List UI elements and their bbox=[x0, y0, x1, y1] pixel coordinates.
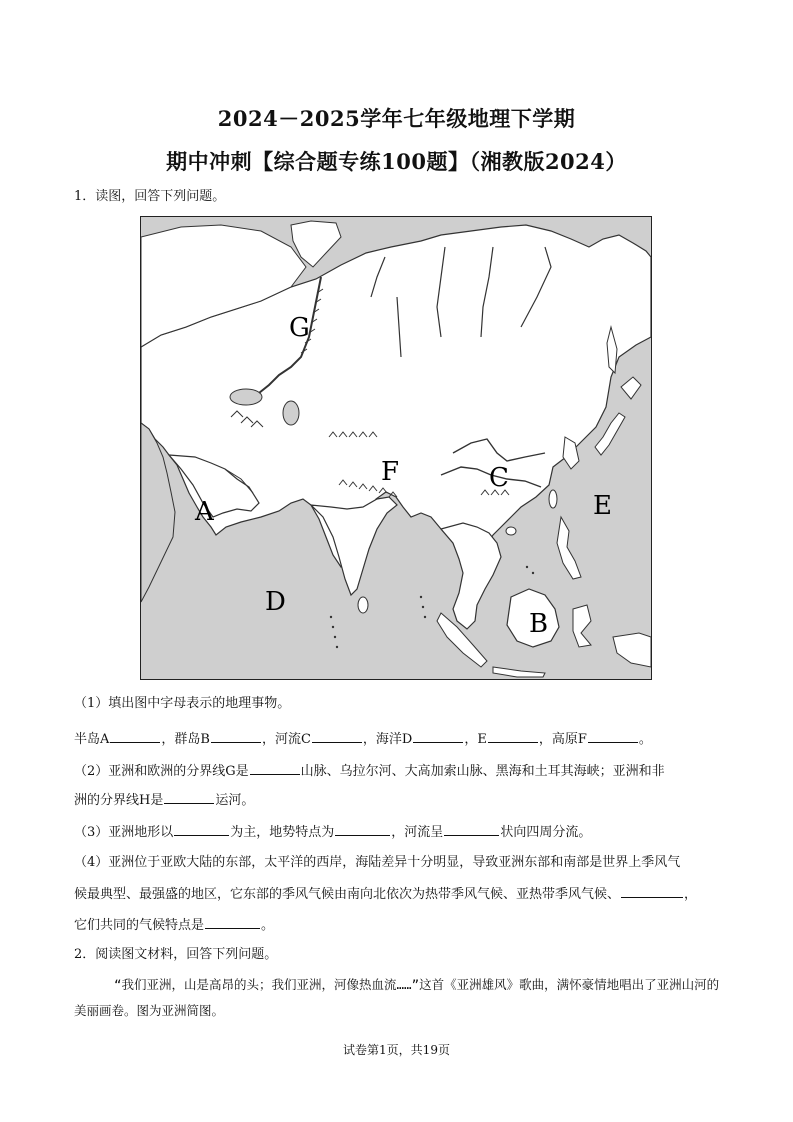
answer-blank-ocean-d[interactable] bbox=[413, 729, 463, 743]
q1-part1-text-a: 半岛A bbox=[74, 732, 110, 747]
map-label-f: F bbox=[381, 457, 400, 487]
answer-blank-plateau-f[interactable] bbox=[588, 729, 638, 743]
q1-part3-text-b: 为主，地势特点为 bbox=[230, 825, 335, 840]
q1-part4-text-d: 。 bbox=[261, 918, 275, 933]
q1-part1-text-e: ，E bbox=[464, 732, 487, 747]
map-label-b: B bbox=[529, 609, 549, 639]
q1-part2-text-b: 山脉、乌拉尔河、大高加索山脉、黑海和土耳其海峡；亚洲和非 bbox=[300, 764, 665, 779]
q1-part4-text-b: ， bbox=[684, 887, 698, 902]
q1-part4-text-c: 它们共同的气候特点是 bbox=[74, 918, 205, 933]
q1-part1-intro: （1）填出图中字母表示的地理事物。 bbox=[74, 696, 291, 711]
answer-blank-climate[interactable] bbox=[621, 884, 683, 898]
q1-part4-text-a: 候最典型、最强盛的地区，它东部的季风气候由南向北依次为热带季风气候、亚热带季风气候、 bbox=[74, 887, 621, 902]
title-line-1: 2024－2025学年七年级地理下学期 bbox=[217, 106, 576, 131]
map-label-d: D bbox=[265, 587, 286, 617]
answer-blank-climate-feature[interactable] bbox=[205, 915, 260, 929]
q1-part1-text-b: ，群岛B bbox=[161, 732, 210, 747]
map-label-a: A bbox=[195, 497, 214, 527]
q1-part4-line3 bbox=[74, 915, 274, 935]
answer-blank-peninsula-a[interactable] bbox=[110, 729, 160, 743]
answer-blank-river-pattern[interactable] bbox=[444, 822, 499, 836]
caspian-sea bbox=[283, 401, 299, 425]
question-2-stem: 2．阅读图文材料，回答下列问题。 bbox=[74, 947, 278, 962]
asia-map bbox=[140, 216, 652, 680]
q1-part4-line2 bbox=[74, 884, 697, 904]
question-2-passage: “我们亚洲，山是高昂的头；我们亚洲，河像热血流……”这首《亚洲雄风》歌曲，满怀豪情地唱出了亚洲山河的美丽画卷。图为亚洲简图。 bbox=[74, 977, 720, 1018]
q1-part1-text-c: ，河流C bbox=[261, 732, 311, 747]
q1-part4-line1: （4）亚洲位于亚欧大陆的东部，太平洋的西岸，海陆差异十分明显，导致亚洲东部和南部是世界上季风气 bbox=[74, 855, 681, 870]
asia-map-drawing bbox=[141, 217, 651, 679]
map-label-g: G bbox=[289, 313, 310, 343]
answer-blank-canal-h[interactable] bbox=[164, 790, 214, 804]
answer-blank-e[interactable] bbox=[488, 729, 538, 743]
answer-blank-elevation[interactable] bbox=[335, 822, 390, 836]
q1-part2-text-c: 洲的分界线H是 bbox=[74, 793, 164, 808]
q1-part3-text-d: 状向四周分流。 bbox=[500, 825, 592, 840]
q1-part2-line1 bbox=[74, 761, 665, 781]
answer-blank-terrain[interactable] bbox=[174, 822, 229, 836]
answer-blank-river-c[interactable] bbox=[312, 729, 362, 743]
map-label-e: E bbox=[593, 491, 612, 521]
q1-part3-text-c: ，河流呈 bbox=[391, 825, 444, 840]
map-label-c: C bbox=[489, 463, 509, 493]
title-line-2: 期中冲刺【综合题专练100题】（湘教版2024） bbox=[166, 149, 627, 174]
question-1-stem: 1．读图，回答下列问题。 bbox=[74, 189, 226, 204]
q1-part2-text-a: （2）亚洲和欧洲的分界线G是 bbox=[74, 764, 249, 779]
indian-peninsula bbox=[311, 497, 397, 595]
answer-blank-boundary-g[interactable] bbox=[250, 761, 300, 775]
answer-blank-archipelago-b[interactable] bbox=[211, 729, 261, 743]
q1-part2-text-d: 运河。 bbox=[215, 793, 255, 808]
q1-part2-line2 bbox=[74, 790, 254, 810]
q1-part1-text-f: ，高原F bbox=[538, 732, 587, 747]
page-footer: 试卷第1页，共19页 bbox=[343, 1043, 450, 1057]
q1-part1-fill-line bbox=[74, 729, 652, 749]
black-sea bbox=[230, 389, 262, 405]
q1-part3 bbox=[74, 822, 591, 842]
indochina bbox=[441, 523, 501, 629]
q1-part1-text-end: 。 bbox=[638, 732, 652, 747]
q1-part3-text-a: （3）亚洲地形以 bbox=[74, 825, 174, 840]
q1-part1-text-d: ，海洋D bbox=[362, 732, 413, 747]
